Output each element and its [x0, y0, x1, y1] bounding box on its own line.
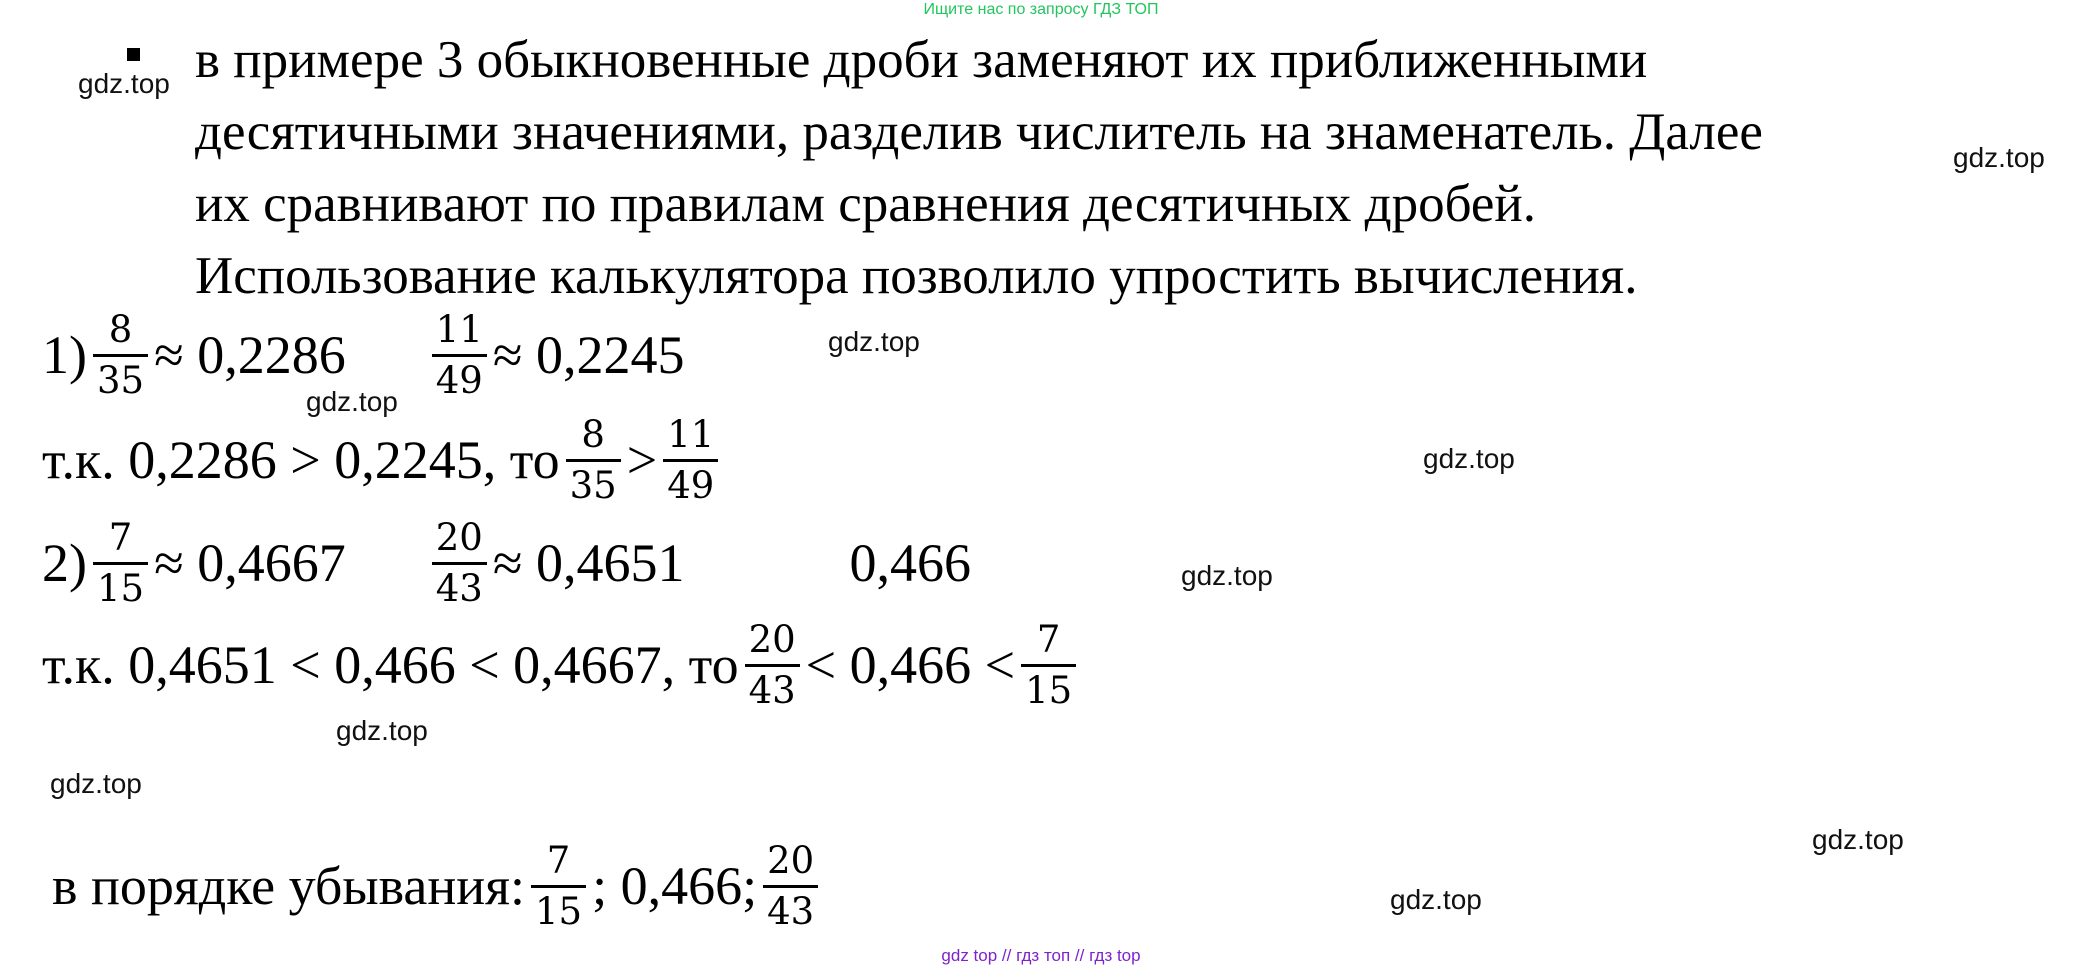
- comparison-text: т.к. 0,4651 < 0,466 < 0,4667, то: [42, 635, 739, 695]
- paragraph-line: десятичными значениями, разделив числитель на знаменатель. Далее: [195, 103, 1763, 161]
- fraction: [763, 839, 818, 934]
- denominator: 43: [763, 885, 818, 934]
- watermark: gdz.top: [78, 68, 170, 99]
- numerator: 7: [546, 838, 571, 882]
- denominator: 35: [93, 354, 148, 403]
- numerator: 20: [767, 838, 815, 882]
- top-banner[interactable]: Ищите нас по запросу ГДЗ ТОП: [923, 1, 1159, 18]
- watermark: gdz.top: [828, 326, 920, 357]
- denominator: 43: [745, 664, 800, 713]
- comparison-text: т.к. 0,2286 > 0,2245, то: [42, 430, 560, 490]
- fraction: [531, 839, 586, 934]
- math-line-1: [42, 295, 684, 415]
- fraction: [566, 413, 621, 508]
- fraction: [432, 308, 487, 403]
- denominator: 35: [566, 459, 621, 508]
- numerator: 8: [108, 307, 133, 351]
- watermark: gdz.top: [1181, 560, 1273, 591]
- chosen-decimal: 0,466: [849, 533, 971, 593]
- comparison-chain: < 0,466 <: [805, 635, 1016, 695]
- fraction: [93, 308, 148, 403]
- numerator: 7: [1036, 617, 1061, 661]
- denominator: 15: [93, 562, 148, 611]
- order-label: в порядке убывания:: [52, 856, 526, 916]
- numerator: 11: [667, 412, 715, 456]
- watermark: gdz.top: [336, 715, 428, 746]
- math-line-2: [42, 400, 724, 520]
- comparison-operator: >: [626, 430, 658, 490]
- numerator: 7: [108, 515, 133, 559]
- paragraph-line: в примере 3 обыкновенные дроби заменяют их приближенными: [195, 31, 1648, 89]
- bottom-banner[interactable]: gdz top // гдз топ // гдз top: [941, 946, 1141, 965]
- fraction: [745, 618, 800, 713]
- denominator: 49: [432, 354, 487, 403]
- item-label: 1): [42, 325, 87, 385]
- denominator: 15: [531, 885, 586, 934]
- fraction: [663, 413, 718, 508]
- watermark: gdz.top: [1812, 824, 1904, 855]
- approx-value: ≈ 0,4667: [154, 533, 346, 593]
- fraction: [1021, 618, 1076, 713]
- denominator: 43: [432, 562, 487, 611]
- fraction: [93, 516, 148, 611]
- explanation-paragraph: [195, 24, 1763, 312]
- paragraph-line: их сравнивают по правилам сравнения десятичных дробей.: [195, 175, 1537, 233]
- approx-value: ≈ 0,4651: [492, 533, 685, 593]
- approx-value: ≈ 0,2286: [154, 325, 346, 385]
- order-middle: ; 0,466;: [592, 856, 758, 916]
- denominator: 49: [663, 459, 718, 508]
- numerator: 20: [748, 617, 796, 661]
- approx-value: ≈ 0,2245: [492, 325, 685, 385]
- descending-order-line: [52, 826, 824, 946]
- numerator: 8: [581, 412, 605, 456]
- watermark: gdz.top: [1423, 443, 1515, 474]
- numerator: 11: [435, 307, 483, 351]
- watermark: gdz.top: [1953, 142, 2045, 173]
- paragraph-line: Использование калькулятора позволило упростить вычисления.: [195, 247, 1638, 305]
- watermark: gdz.top: [50, 768, 142, 799]
- numerator: 20: [435, 515, 483, 559]
- fraction: [432, 516, 487, 611]
- item-label: 2): [42, 533, 87, 593]
- watermark: gdz.top: [306, 386, 398, 417]
- math-line-4: [42, 605, 1082, 725]
- watermark: gdz.top: [1390, 884, 1482, 915]
- denominator: 15: [1021, 664, 1076, 713]
- bullet-marker: [127, 48, 140, 61]
